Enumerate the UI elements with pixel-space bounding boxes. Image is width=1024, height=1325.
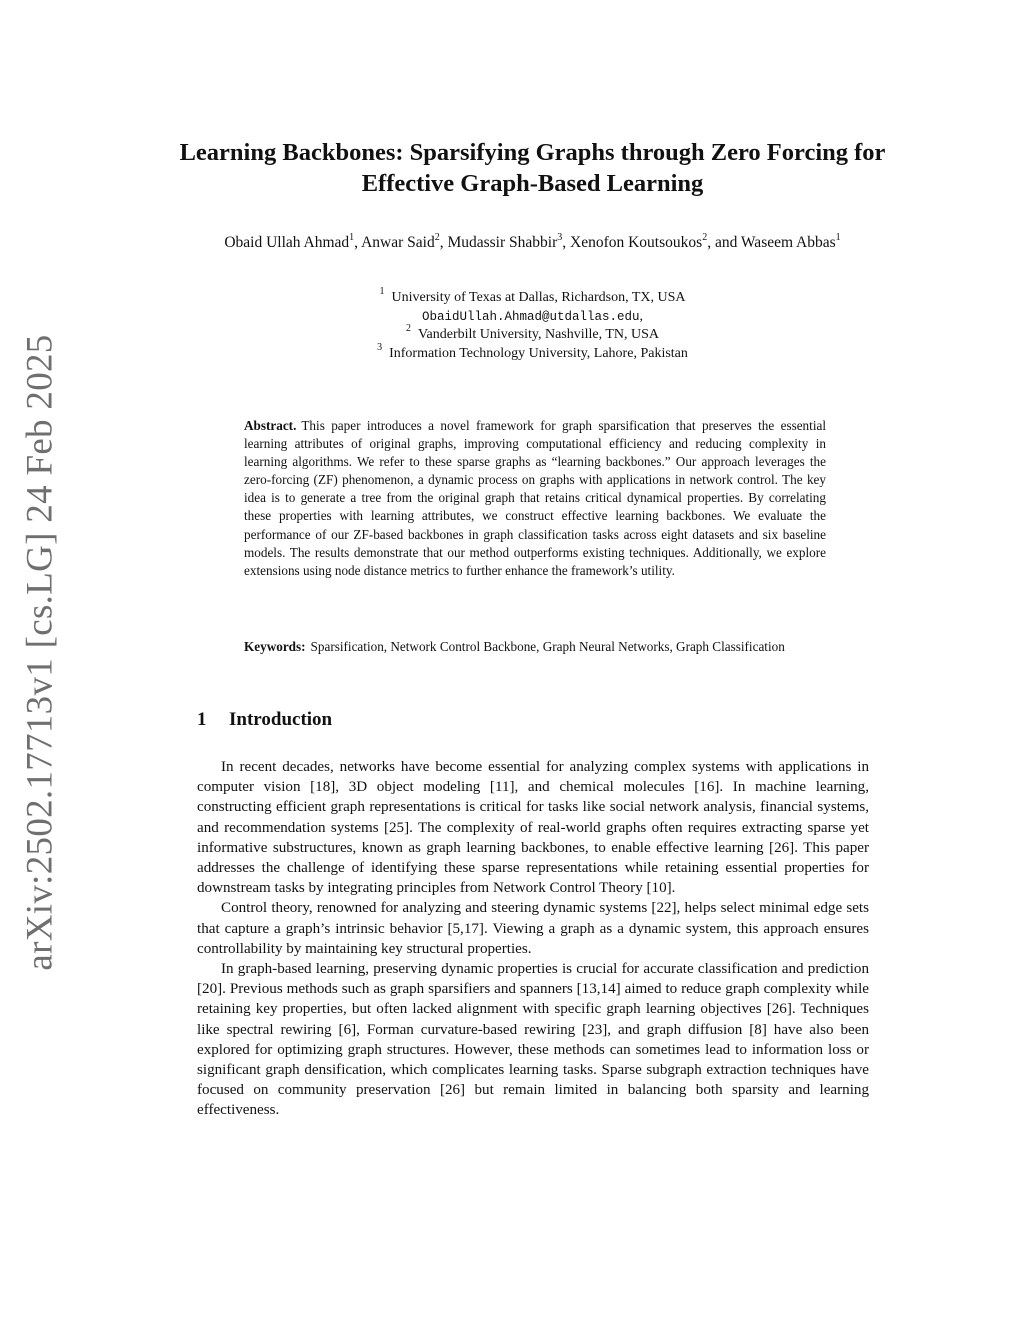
arxiv-identifier-stamp xyxy=(10,334,70,971)
author-affiliation-mark: 3 xyxy=(557,231,563,243)
author-affiliation-mark: 2 xyxy=(702,231,708,243)
section-number: 1 xyxy=(197,709,207,730)
author-name: Mudassir Shabbir xyxy=(447,234,558,251)
affiliation-mark: 2 xyxy=(405,323,411,335)
author-list xyxy=(190,233,875,253)
author-email-line xyxy=(190,308,875,327)
body-paragraph: In graph-based learning, preserving dynamic properties is crucial for accurate classification and prediction [20]. Previous methods such as graph sparsifiers and spanners [13,14] aimed to reduce graph complexity while retaining key properties, but often lacked alignment with specific graph learning objectives [26]. Techniques like spectral rewiring [6], Forman curvature-based rewiring [23], and graph diffusion [8] have also been explored for optimizing graph structures. However, these methods can sometimes lead to information loss or significant graph densification, which complicates learning tasks. Sparse subgraph extraction techniques have focused on community preservation [26] but remain limited in balancing both sparsity and learning effectiveness. xyxy=(197,961,869,1119)
author-name: Waseem Abbas xyxy=(740,234,836,251)
author-separator: , and xyxy=(707,234,741,251)
section-title: Introduction xyxy=(229,709,333,730)
body-paragraph: In recent decades, networks have become essential for analyzing complex systems with applications in computer vision [18], 3D object modeling [11], and chemical molecules [16]. In machine learning, constructing efficient graph representations is critical for tasks like social network analysis, financial systems, and recommendation systems [25]. The complexity of real-world graphs often requires extracting sparse yet informative substructures, known as graph learning backbones, to enable effective learning [26]. This paper addresses the challenge of identifying these sparse representations while retaining essential properties for downstream tasks by integrating principles from Network Control Theory [10]. xyxy=(197,759,869,897)
author-affiliation-mark: 2 xyxy=(434,231,440,243)
author-affiliation-mark: 1 xyxy=(835,231,841,243)
affiliation-list xyxy=(190,286,875,363)
author-email: ObaidUllah.Ahmad@utdallas.edu xyxy=(421,309,640,324)
author-separator: , xyxy=(354,234,362,251)
keywords-label: Keywords: xyxy=(244,639,306,654)
body-paragraph: Control theory, renowned for analyzing and steering dynamic systems [22], helps select minimal edge sets that capture a graph’s intrinsic behavior [5,17]. Viewing a graph as a dynamic system, this approach ensures controllability by maintaining key structural properties. xyxy=(197,900,869,957)
section-heading-introduction xyxy=(197,709,332,731)
author-affiliation-mark: 1 xyxy=(349,231,355,243)
abstract xyxy=(244,417,826,580)
author-name: Obaid Ullah Ahmad xyxy=(224,234,350,251)
arxiv-identifier-text: arXiv:2502.17713v1 [cs.LG] 24 Feb 2025 xyxy=(19,334,61,971)
keywords-text: Sparsification, Network Control Backbone, Graph Neural Networks, Graph Classification xyxy=(310,639,785,654)
affiliation-2 xyxy=(190,323,875,345)
author-separator: , xyxy=(562,234,570,251)
author-name: Anwar Said xyxy=(361,234,435,251)
abstract-label: Abstract. xyxy=(244,418,297,433)
affiliation-text: Vanderbilt University, Nashville, TN, USA xyxy=(417,327,660,342)
affiliation-text: Information Technology University, Lahore, Pakistan xyxy=(389,345,688,361)
author-separator: , xyxy=(439,234,448,251)
author-name: Xenofon Koutsoukos xyxy=(570,234,703,251)
affiliation-3 xyxy=(190,341,875,364)
introduction-body xyxy=(197,757,869,1121)
affiliation-mark: 3 xyxy=(377,341,383,353)
paper-title: Learning Backbones: Sparsifying Graphs through Zero Forcing for Effective Graph-Based Learning xyxy=(179,139,886,197)
affiliation-1 xyxy=(190,286,875,308)
affiliation-text: University of Texas at Dallas, Richardson, TX, USA xyxy=(391,290,686,305)
abstract-text: This paper introduces a novel framework for graph sparsification that preserves the essential learning attributes of original graphs, improving computational efficiency and reducing complexity in learning algorithms. We refer to these sparse graphs as “learning backbones.” Our approach leverages the zero-forcing (ZF) phenomenon, a dynamic process on graphs with applications in network control. The key idea is to generate a tree from the original graph that retains critical dynamical properties. By correlating these properties with learning attributes, we construct effective learning backbones. We evaluate the performance of our ZF-based backbones in graph classification tasks across eight datasets and six baseline models. The results demonstrate that our method outperforms existing techniques. Additionally, we explore extensions using node distance metrics to further enhance the framework’s utility. xyxy=(244,418,826,578)
keywords xyxy=(244,638,826,656)
affiliation-mark: 1 xyxy=(379,286,385,298)
email-suffix: , xyxy=(639,308,644,324)
